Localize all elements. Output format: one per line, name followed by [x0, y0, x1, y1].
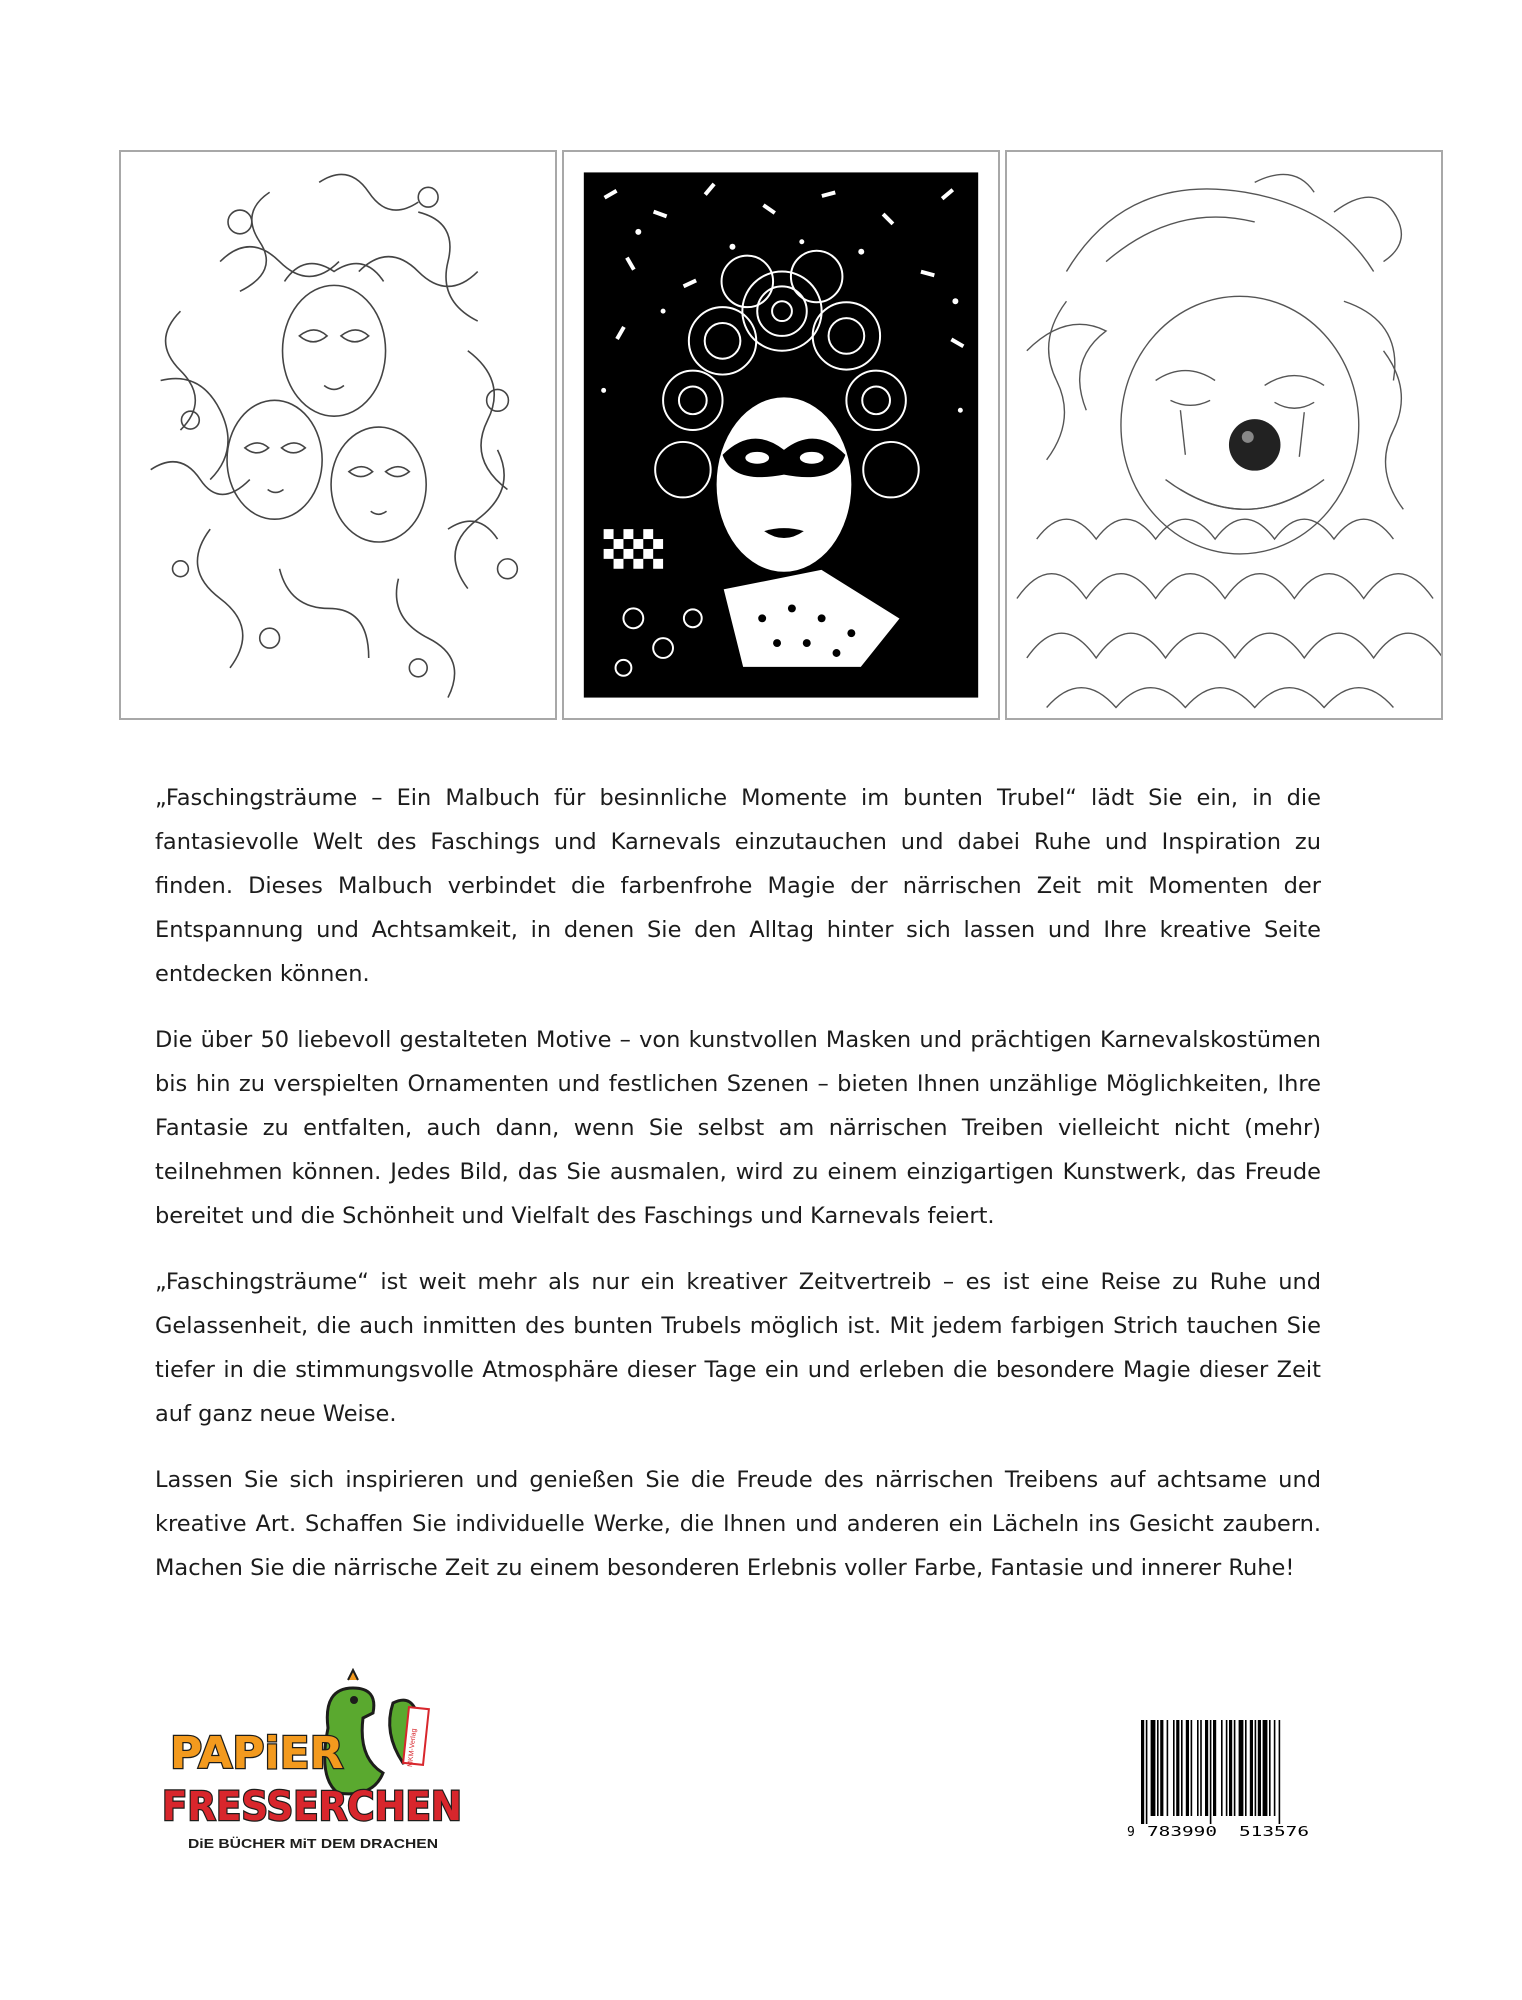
- barcode-bar: [1191, 1720, 1193, 1816]
- illustration-masked-woman: [562, 150, 1000, 720]
- paragraph-2: Die über 50 liebevoll gestalteten Motive – von kunstvollen Masken und prächtigen Karnevalskostümen bis hin zu verspielten Ornamenten und festlichen Szenen – bieten Ihnen unzählige Möglichkeiten, Ihre Fantasie zu entfalten, auch dann, wenn Sie selbst am närrischen Treiben vielleicht nicht (mehr) teilnehmen können. Jedes Bild, das Sie ausmalen, wird zu einem einzigartigen Kunstwerk, das Freude bereitet und die Schönheit und Vielfalt des Faschings und Karnevals feiert.: [155, 1027, 1321, 1229]
- barcode-bar: [1173, 1720, 1175, 1816]
- illustration-masks: [119, 150, 557, 720]
- masks-drawing: [121, 152, 555, 718]
- barcode-bar: [1160, 1720, 1163, 1816]
- barcode-bar: [1221, 1720, 1223, 1816]
- barcode-bar: [1213, 1720, 1216, 1816]
- barcode-bar: [1141, 1720, 1144, 1824]
- barcode-digits-right: 513576: [1239, 1825, 1309, 1840]
- masked-woman-drawing: [564, 152, 998, 718]
- publisher-logo: [158, 1668, 468, 1868]
- barcode-bar: [1258, 1720, 1261, 1816]
- barcode-bar: [1186, 1720, 1189, 1816]
- barcode-bar: [1245, 1720, 1247, 1816]
- barcode-bar: [1279, 1720, 1281, 1824]
- barcode-bar: [1205, 1720, 1208, 1816]
- imprint-text: MKM-Verlag: [407, 1728, 419, 1768]
- paragraph-1: „Faschingsträume – Ein Malbuch für besinnliche Momente im bunten Trubel“ lädt Sie ein, in die fantasievolle Welt des Faschings und Karnevals einzutauchen und dabei Ruhe und Inspiration zu finden. Dieses Malbuch verbindet die farbenfrohe Magie der närrischen Zeit mit Momenten der Entspannung und Achtsamkeit, in denen Sie den Alltag hinter sich lassen und Ihre kreative Seite entdecken können.: [155, 785, 1321, 987]
- logo-word-1: PAPiER: [170, 1728, 344, 1779]
- barcode-digit-prefix: 9: [1127, 1825, 1135, 1840]
- illustration-clown: [1005, 150, 1443, 720]
- paragraph-4: Lassen Sie sich inspirieren und genießen Sie die Freude des närrischen Treibens auf achtsame und kreative Art. Schaffen Sie individuelle Werke, die Ihnen und anderen ein Lächeln ins Gesicht zaubern. Machen Sie die närrische Zeit zu einem besonderen Erlebnis voller Farbe, Fantasie und innerer Ruhe!: [155, 1467, 1321, 1581]
- barcode-bar: [1239, 1720, 1244, 1816]
- barcode-bar: [1210, 1720, 1212, 1824]
- barcode-bar: [1255, 1720, 1257, 1816]
- barcode-bar: [1167, 1720, 1169, 1816]
- paragraph-3: „Faschingsträume“ ist weit mehr als nur ein kreativer Zeitvertreib – es ist eine Reise zu Ruhe und Gelassenheit, die auch inmitten des bunten Trubels möglich ist. Mit jedem farbigen Strich tauchen Sie tiefer in die stimmungsvolle Atmosphäre dieser Tage ein und erleben die besondere Magie dieser Zeit auf ganz neue Weise.: [155, 1269, 1321, 1427]
- papierfresserchen-logo: [158, 1668, 468, 1868]
- description-text: [155, 776, 1321, 1612]
- barcode-bar: [1146, 1720, 1148, 1824]
- barcode-bar: [1176, 1720, 1179, 1816]
- barcode-bar: [1197, 1720, 1199, 1816]
- barcode-bar: [1263, 1720, 1268, 1816]
- barcode-bar: [1157, 1720, 1159, 1816]
- barcode-bar: [1226, 1720, 1228, 1816]
- logo-tagline: DiE BÜCHER MiT DEM DRACHEN: [188, 1836, 438, 1851]
- clown-drawing: [1007, 152, 1441, 718]
- barcode-bar: [1234, 1720, 1236, 1816]
- barcode-bar: [1151, 1720, 1156, 1816]
- barcode-bar: [1181, 1720, 1183, 1816]
- barcode-bar: [1229, 1720, 1232, 1816]
- barcode-bar: [1269, 1720, 1271, 1816]
- logo-word-2: FRESSERCHEN: [162, 1784, 462, 1830]
- barcode-bar: [1200, 1720, 1202, 1816]
- barcode-bar: [1250, 1720, 1253, 1816]
- barcode-bar: [1274, 1720, 1276, 1816]
- barcode-digits-left: 783990: [1147, 1825, 1217, 1840]
- barcode-graphic: [1127, 1720, 1325, 1840]
- isbn-barcode: [1127, 1720, 1325, 1840]
